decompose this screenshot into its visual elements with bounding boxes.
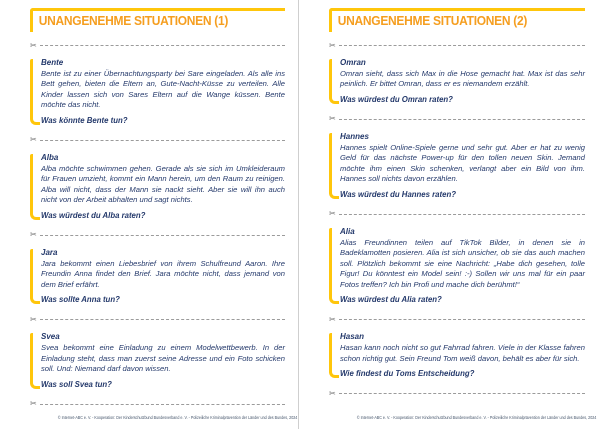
page-title: UNANGENEHME SITUATIONEN (1) — [38, 14, 229, 28]
dashed-rule — [40, 140, 285, 141]
situation-question: Was könnte Bente tun? — [41, 115, 128, 125]
scissors-icon: ✂ — [329, 314, 336, 324]
dashed-rule — [40, 319, 285, 320]
scissors-icon: ✂ — [329, 388, 336, 398]
situation-question: Was würdest du Hannes raten? — [340, 189, 456, 199]
situation-question: Was sollte Anna tun? — [41, 295, 120, 305]
situation-text: Omran sieht, dass sich Max in die Hose gemacht hat. Max ist das sehr peinlich. Er bittet Omran, dass er es niemandem erzählt. — [340, 69, 585, 89]
cut-line — [329, 41, 585, 50]
scissors-icon: ✂ — [30, 40, 37, 50]
cut-line — [30, 136, 285, 145]
title-corner-bracket — [30, 8, 285, 32]
situation-question: Was würdest du Omran raten? — [340, 94, 453, 104]
situation-question: Was soll Svea tun? — [41, 379, 112, 389]
page-2 — [299, 0, 598, 429]
copyright-line: © Internet-ABC e. V. - Kooperation: Der Kinderschutzbund Bundesverband e. V. - Polizeiliche Kriminalprävention der Länder und des Bundes, 2024 — [57, 415, 298, 420]
page-title: UNANGENEHME SITUATIONEN (2) — [337, 14, 528, 28]
scissors-icon: ✂ — [329, 114, 336, 124]
character-name: Bente — [41, 58, 64, 67]
yellow-bracket — [30, 59, 40, 125]
copyright-line: © Internet-ABC e. V. - Kooperation: Der Kinderschutzbund Bundesverband e. V. - Polizeiliche Kriminalprävention der Länder und des Bundes, 2024 — [356, 415, 597, 420]
character-name: Hannes — [340, 131, 369, 141]
situation-text: Jara bekommt einen Liebesbrief von ihrem Schulfreund Aaron. Ihre Freundin Anna findet den Brief. Jara möchte nicht, dass jemand von dem Brief erfährt. — [41, 258, 285, 289]
scissors-icon: ✂ — [30, 399, 37, 409]
dashed-rule — [339, 319, 585, 320]
situation-card-svea — [30, 331, 285, 390]
title-corner-bracket — [329, 8, 585, 32]
yellow-bracket — [329, 133, 339, 199]
situation-question: Was würdest du Alba raten? — [41, 210, 146, 220]
situation-question: Was würdest du Alia raten? — [340, 295, 442, 305]
yellow-bracket — [30, 333, 40, 388]
cut-line — [30, 315, 285, 324]
situation-text: Hasan kann noch nicht so gut Fahrrad fahren. Viele in der Klasse fahren schon richtig gut. Sein Freund Tom weiß davon, behält es aber für sich. — [340, 343, 585, 363]
situation-card-bente — [30, 57, 285, 127]
dashed-rule — [40, 235, 285, 236]
character-name: Alba — [41, 152, 59, 162]
yellow-bracket — [329, 59, 339, 104]
page-1 — [0, 0, 299, 429]
dashed-rule — [339, 119, 585, 120]
cut-line — [30, 41, 285, 50]
character-name: Svea — [41, 332, 60, 342]
yellow-bracket — [329, 228, 339, 304]
situation-card-omran — [329, 57, 585, 106]
cut-line — [329, 389, 585, 398]
situation-text: Alias Freundinnen teilen auf TikTok Bilder, in denen sie in Badeklamotten posieren. Alia ist sich unsicher, ob sie das auch machen soll. Plötzlich bekommt sie eine Nachricht: „Habe dich gesehen, tolle Figur! Du könntest ein Model sein! :-) Sollen wir uns mal für ein paar Fotos treffen? Ich bin Profi und mache dich berühmt!“ — [340, 237, 585, 289]
situation-text: Alba möchte schwimmen gehen. Gerade als sie sich im Umkleideraum für Frauen umzieht, kommt ein Mann herein, um den Raum zu reinigen. Alba will nicht, dass der Mann sie nackt sieht. Aber sie will ihn auch nicht von der Arbeit abhalten und sagt nichts. — [41, 163, 285, 205]
scissors-icon: ✂ — [30, 314, 37, 324]
situation-card-hannes — [329, 131, 585, 201]
page-footer — [327, 406, 597, 424]
situation-card-hasan — [329, 331, 585, 380]
dashed-rule — [40, 45, 285, 46]
situation-card-jara — [30, 247, 285, 306]
yellow-bracket — [30, 249, 40, 304]
situation-card-alia — [329, 226, 585, 306]
dashed-rule — [339, 393, 585, 394]
character-name: Alia — [340, 226, 355, 236]
situation-text: Svea bekommt eine Einladung zu einem Modelwettbewerb. In der Einladung steht, dass man zuerst seine Adresse und ein Foto schicken soll. Und: Niemand darf davon wissen. — [41, 343, 285, 374]
yellow-bracket — [30, 154, 40, 220]
yellow-bracket — [329, 333, 339, 378]
dashed-rule — [339, 45, 585, 46]
situation-question: Wie findest du Toms Entscheidung? — [340, 369, 475, 379]
dashed-rule — [40, 404, 285, 405]
scissors-icon: ✂ — [30, 230, 37, 240]
cut-line — [30, 231, 285, 240]
character-name: Jara — [41, 247, 58, 257]
page-footer — [28, 406, 298, 424]
scissors-icon: ✂ — [30, 135, 37, 145]
cut-line — [329, 210, 585, 219]
character-name: Hasan — [340, 332, 365, 342]
dashed-rule — [339, 214, 585, 215]
scissors-icon: ✂ — [329, 40, 336, 50]
scissors-icon: ✂ — [329, 209, 336, 219]
cut-line — [329, 115, 585, 124]
character-name: Omran — [340, 58, 366, 67]
cut-line — [329, 315, 585, 324]
situation-card-alba — [30, 152, 285, 222]
situation-text: Hannes spielt Online-Spiele gerne und sehr gut. Aber er hat zu wenig Geld für das nächste Power-up für den tollen neuen Skin. Jemand möchte ihm einen Skin schenken, verlangt aber ein Bild von ihm. Hannes soll nichts davon erzählen. — [340, 142, 585, 184]
situation-text: Bente ist zu einer Übernachtungsparty bei Sare eingeladen. Als alle ins Bett gehen, bieten die Eltern an, Gute-Nacht-Küsse zu verteilen. Alle Kinder lassen sich von Sares Eltern auf die Wange küssen. Bente möchte das nicht. — [41, 69, 285, 110]
